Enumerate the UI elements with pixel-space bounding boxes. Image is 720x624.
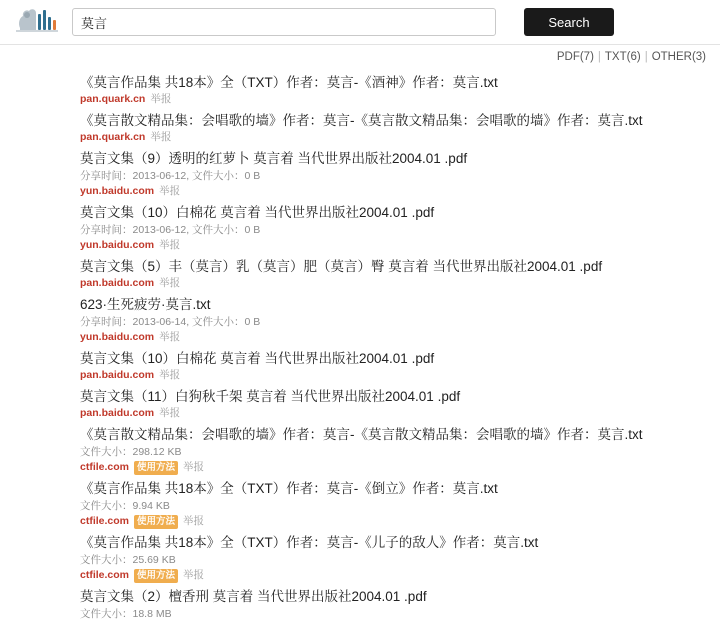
result-title[interactable]: 《莫言作品集 共18本》全（TXT）作者：莫言-《倒立》作者：莫言.txt — [80, 481, 498, 496]
result-item[interactable] — [0, 477, 720, 531]
report-link[interactable]: 举报 — [183, 461, 205, 473]
result-source-line — [80, 184, 706, 199]
result-meta: 分享时间：2013-06-12, 文件大小：0 B — [80, 224, 261, 236]
result-meta: 分享时间：2013-06-14, 文件大小：0 B — [80, 316, 261, 328]
result-source[interactable]: pan.baidu.com — [80, 369, 155, 381]
result-source[interactable]: pan.baidu.com — [80, 277, 155, 289]
result-title[interactable]: 莫言文集（10）白棉花 莫言着 当代世界出版社2004.01 .pdf — [80, 205, 435, 220]
result-item[interactable] — [0, 585, 720, 624]
usage-tag[interactable]: 使用方法 — [134, 569, 178, 583]
result-source[interactable]: ctfile.com — [80, 515, 130, 527]
result-item[interactable] — [0, 109, 720, 147]
result-title[interactable]: 《莫言作品集 共18本》全（TXT）作者：莫言-《酒神》作者：莫言.txt — [80, 75, 498, 90]
filter-pdf[interactable]: PDF(7) — [556, 51, 594, 63]
result-source-line — [80, 568, 706, 583]
search-header — [0, 0, 720, 44]
report-link[interactable]: 举报 — [183, 569, 205, 581]
result-meta: 文件大小：298.12 KB — [80, 446, 182, 458]
result-source[interactable]: yun.baidu.com — [80, 239, 155, 251]
report-link[interactable]: 举报 — [159, 239, 181, 251]
result-item[interactable] — [0, 385, 720, 423]
result-item[interactable] — [0, 255, 720, 293]
result-source-line — [80, 514, 706, 529]
result-item[interactable] — [0, 71, 720, 109]
result-title[interactable]: 莫言文集（2）檀香刑 莫言着 当代世界出版社2004.01 .pdf — [80, 589, 427, 604]
result-meta: 分享时间：2013-06-12, 文件大小：0 B — [80, 170, 261, 182]
result-source[interactable]: pan.quark.cn — [80, 93, 146, 105]
report-link[interactable]: 举报 — [159, 185, 181, 197]
result-source-line — [80, 276, 706, 291]
report-link[interactable]: 举报 — [159, 331, 181, 343]
results-list — [0, 67, 720, 624]
result-source[interactable]: yun.baidu.com — [80, 331, 155, 343]
result-item[interactable] — [0, 293, 720, 347]
search-input[interactable] — [72, 8, 496, 36]
result-title[interactable]: 莫言文集（10）白棉花 莫言着 当代世界出版社2004.01 .pdf — [80, 351, 435, 366]
result-title[interactable]: 《莫言散文精品集：会唱歌的墙》作者：莫言-《莫言散文精品集：会唱歌的墙》作者：莫言.txt — [80, 427, 643, 442]
filter-bar — [0, 45, 720, 67]
result-title[interactable]: 《莫言作品集 共18本》全（TXT）作者：莫言-《儿子的敌人》作者：莫言.txt — [80, 535, 539, 550]
result-source-line — [80, 460, 706, 475]
result-item[interactable] — [0, 201, 720, 255]
report-link[interactable]: 举报 — [159, 369, 181, 381]
result-source-line — [80, 330, 706, 345]
result-source-line — [80, 368, 706, 383]
result-source-line — [80, 406, 706, 421]
result-title[interactable]: 莫言文集（5）丰（莫言）乳（莫言）肥（莫言）臀 莫言着 当代世界出版社2004.01 .pdf — [80, 259, 603, 274]
report-link[interactable]: 举报 — [150, 131, 172, 143]
report-link[interactable]: 举报 — [150, 93, 172, 105]
filter-separator-1: | — [597, 51, 601, 63]
result-title[interactable]: 《莫言散文精品集：会唱歌的墙》作者：莫言-《莫言散文精品集：会唱歌的墙》作者：莫言.txt — [80, 113, 643, 128]
filter-separator-2: | — [644, 51, 648, 63]
filter-txt[interactable]: TXT(6) — [604, 51, 641, 63]
result-item[interactable] — [0, 531, 720, 585]
result-source[interactable]: ctfile.com — [80, 461, 130, 473]
report-link[interactable]: 举报 — [183, 515, 205, 527]
result-meta: 文件大小：25.69 KB — [80, 554, 176, 566]
result-title[interactable]: 莫言文集（9）透明的红萝卜 莫言着 当代世界出版社2004.01 .pdf — [80, 151, 468, 166]
filter-other[interactable]: OTHER(3) — [651, 51, 706, 63]
result-item[interactable] — [0, 347, 720, 385]
result-source[interactable]: pan.quark.cn — [80, 131, 146, 143]
result-meta: 文件大小：9.94 KB — [80, 500, 170, 512]
result-meta: 文件大小：18.8 MB — [80, 608, 172, 620]
result-title[interactable]: 莫言文集（11）白狗秋千架 莫言着 当代世界出版社2004.01 .pdf — [80, 389, 461, 404]
site-logo[interactable] — [14, 6, 60, 38]
result-title[interactable]: 623·生死疲劳·莫言.txt — [80, 297, 211, 312]
report-link[interactable]: 举报 — [159, 277, 181, 289]
search-button[interactable]: Search — [524, 8, 614, 36]
result-source[interactable]: yun.baidu.com — [80, 185, 155, 197]
result-source-line — [80, 238, 706, 253]
result-source-line — [80, 92, 706, 107]
result-source-line — [80, 130, 706, 145]
report-link[interactable]: 举报 — [159, 407, 181, 419]
usage-tag[interactable]: 使用方法 — [134, 461, 178, 475]
result-item[interactable] — [0, 147, 720, 201]
result-item[interactable] — [0, 423, 720, 477]
usage-tag[interactable]: 使用方法 — [134, 515, 178, 529]
result-source[interactable]: pan.baidu.com — [80, 407, 155, 419]
result-source[interactable]: ctfile.com — [80, 569, 130, 581]
